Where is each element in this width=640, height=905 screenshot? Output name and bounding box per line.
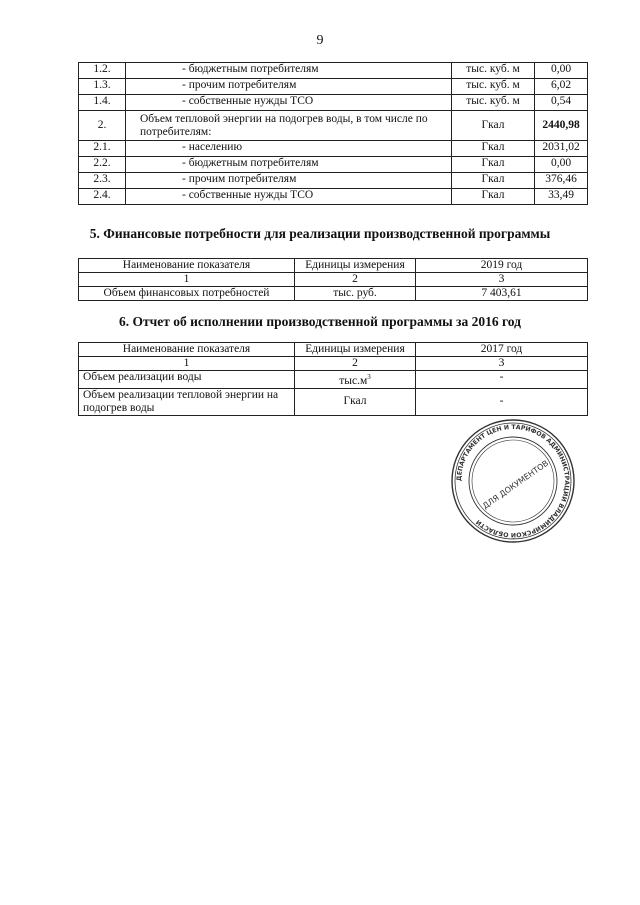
section-6-title: 6. Отчет об исполнении производственной программы за 2016 год — [119, 314, 521, 329]
row-unit: Гкал — [452, 173, 535, 189]
row-name: - прочим потребителям — [126, 79, 452, 95]
row-number: 2.2. — [79, 157, 126, 173]
table-row — [79, 388, 588, 415]
col-number: 2 — [295, 357, 416, 371]
table-row — [79, 79, 588, 95]
row-number: 2.1. — [79, 141, 126, 157]
stamp-inner-text: ДЛЯ ДОКУМЕНТОВ — [481, 458, 551, 511]
row-value: 7 403,61 — [416, 287, 588, 301]
table-header-row — [79, 259, 588, 273]
table-row — [79, 157, 588, 173]
row-value: 33,49 — [535, 189, 588, 205]
table-colnum-row — [79, 357, 588, 371]
row-name: Объем финансовых потребностей — [79, 287, 295, 301]
row-name: Объем тепловой энергии на подогрев воды, в том числе по потребителям: — [126, 111, 452, 141]
col-number: 1 — [79, 273, 295, 287]
row-number: 1.4. — [79, 95, 126, 111]
header-name: Наименование показателя — [79, 259, 295, 273]
row-value: 0,00 — [535, 157, 588, 173]
row-number: 2.4. — [79, 189, 126, 205]
row-value: - — [416, 371, 588, 389]
row-value: 376,46 — [535, 173, 588, 189]
financial-needs-table — [78, 258, 588, 301]
row-number: 2.3. — [79, 173, 126, 189]
col-number: 3 — [416, 273, 588, 287]
row-name: Объем реализации воды — [79, 371, 295, 389]
col-number: 2 — [295, 273, 416, 287]
row-value: - — [416, 388, 588, 415]
row-number: 1.2. — [79, 63, 126, 79]
unit-superscript: 3 — [367, 373, 371, 381]
volume-table — [78, 62, 588, 205]
page-number: 9 — [316, 33, 324, 48]
row-name: - собственные нужды ТСО — [126, 189, 452, 205]
row-value: 2031,02 — [535, 141, 588, 157]
row-unit: тыс. куб. м — [452, 79, 535, 95]
table-row — [79, 95, 588, 111]
row-unit — [295, 371, 416, 389]
official-stamp — [450, 418, 576, 544]
row-name: - бюджетным потребителям — [126, 157, 452, 173]
header-unit: Единицы измерения — [295, 259, 416, 273]
execution-report-table — [78, 342, 588, 416]
col-number: 3 — [416, 357, 588, 371]
header-unit: Единицы измерения — [295, 343, 416, 357]
row-name: - населению — [126, 141, 452, 157]
row-value: 0,54 — [535, 95, 588, 111]
table-row — [79, 141, 588, 157]
row-value: 6,02 — [535, 79, 588, 95]
row-number: 1.3. — [79, 79, 126, 95]
table-row — [79, 371, 588, 389]
row-value: 0,00 — [535, 63, 588, 79]
row-value: 2440,98 — [535, 111, 588, 141]
row-unit: Гкал — [452, 111, 535, 141]
row-name: - прочим потребителям — [126, 173, 452, 189]
row-name: Объем реализации тепловой энергии на подогрев воды — [79, 388, 295, 415]
table-row — [79, 63, 588, 79]
unit-text: тыс.м — [339, 374, 368, 387]
table-row — [79, 189, 588, 205]
row-unit: Гкал — [452, 157, 535, 173]
row-name: - бюджетным потребителям — [126, 63, 452, 79]
header-year: 2019 год — [416, 259, 588, 273]
section-5-title: 5. Финансовые потребности для реализации производственной программы — [89, 226, 551, 241]
table-row — [79, 111, 588, 141]
table-row — [79, 173, 588, 189]
row-unit: Гкал — [295, 388, 416, 415]
row-unit: Гкал — [452, 189, 535, 205]
table-colnum-row — [79, 273, 588, 287]
stamp-outer-text: ДЕПАРТАМЕНТ ЦЕН И ТАРИФОВ АДМИНИСТРАЦИИ ВЛАДИМИРСКОЙ ОБЛАСТИ — [455, 423, 571, 539]
table-header-row — [79, 343, 588, 357]
row-unit: тыс. куб. м — [452, 63, 535, 79]
col-number: 1 — [79, 357, 295, 371]
row-unit: тыс. куб. м — [452, 95, 535, 111]
row-name: - собственные нужды ТСО — [126, 95, 452, 111]
row-unit: тыс. руб. — [295, 287, 416, 301]
row-number: 2. — [79, 111, 126, 141]
row-unit: Гкал — [452, 141, 535, 157]
table-row — [79, 287, 588, 301]
header-year: 2017 год — [416, 343, 588, 357]
header-name: Наименование показателя — [79, 343, 295, 357]
